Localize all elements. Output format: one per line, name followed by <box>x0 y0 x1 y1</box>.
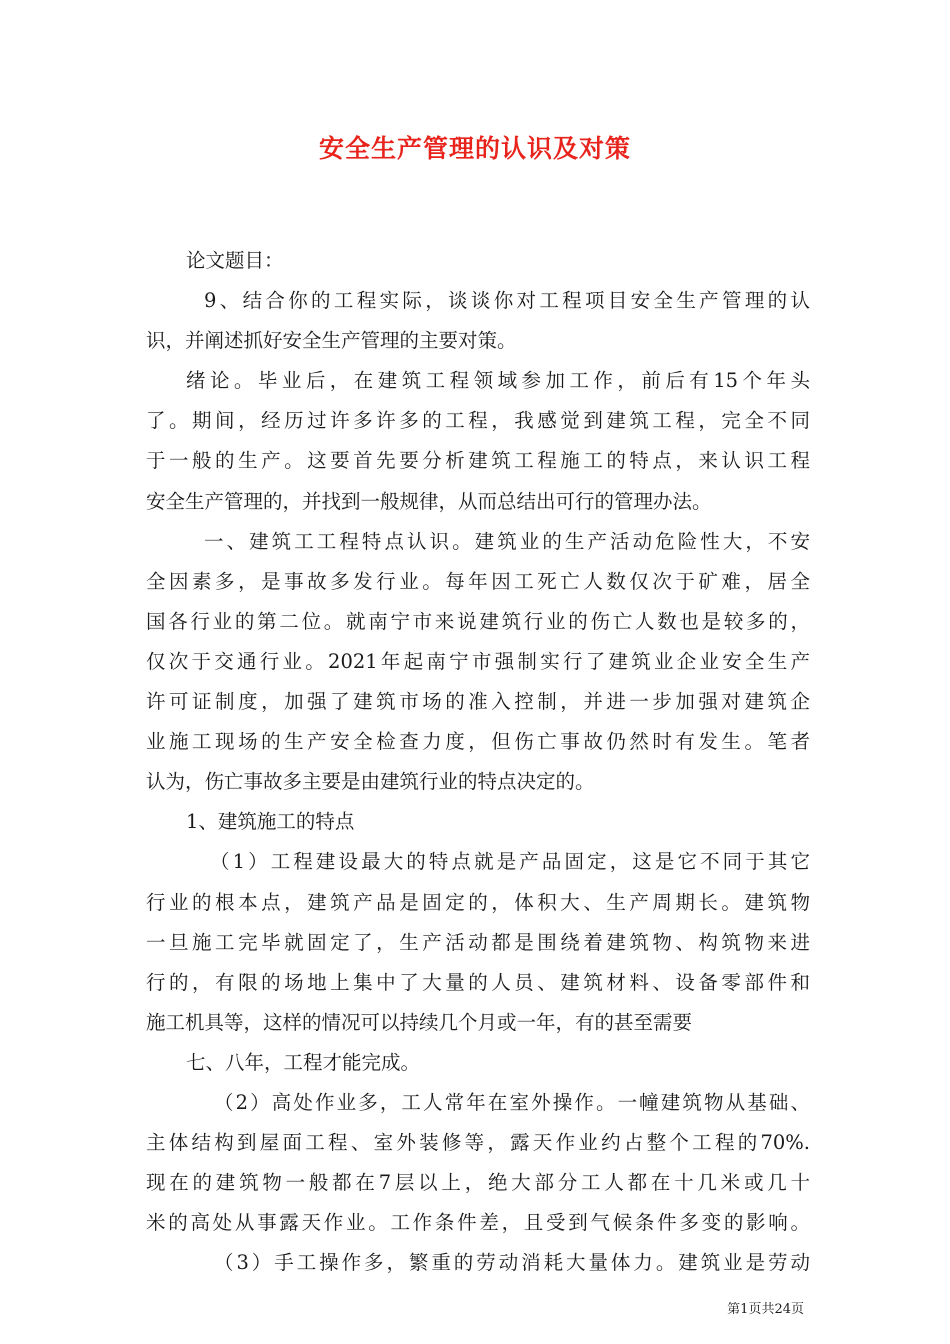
paragraph-line: 主体结构到屋面工程、室外装修等，露天作业约占整个工程的70%. <box>146 1131 810 1155</box>
paragraph-line: 七、八年，工程才能完成。 <box>186 1050 421 1074</box>
paragraph-line: 全因素多，是事故多发行业。每年因工死亡人数仅次于矿难，居全 <box>146 569 810 593</box>
paragraph-line: （2）高处作业多，工人常年在室外操作。一幢建筑物从基础、 <box>214 1090 810 1114</box>
paragraph-line: 行的，有限的场地上集中了大量的人员、建筑材料、设备零部件和 <box>146 970 810 994</box>
page-number: 第1页共24页 <box>727 1302 804 1317</box>
paragraph-line: 绪论。毕业后，在建筑工程领域参加工作，前后有15个年头 <box>186 369 810 393</box>
paragraph-line: 论文题目： <box>186 249 284 272</box>
paragraph-line: 现在的建筑物一般都在7层以上，绝大部分工人都在十几米或几十 <box>146 1171 810 1195</box>
paragraph-line: 施工机具等，这样的情况可以持续几个月或一年，有的甚至需要 <box>146 1010 693 1034</box>
paragraph-line: 认为，伤亡事故多主要是由建筑行业的特点决定的。 <box>146 770 595 794</box>
paragraph-line: 一旦施工完毕就固定了，生产活动都是围绕着建筑物、构筑物来进 <box>146 930 810 954</box>
document-title: 安全生产管理的认识及对策 <box>318 134 631 163</box>
paragraph-line: 国各行业的第二位。就南宁市来说建筑行业的伤亡人数也是较多的， <box>146 609 810 633</box>
document-body <box>146 241 810 1283</box>
paragraph-line: 9、结合你的工程实际，谈谈你对工程项目安全生产管理的认 <box>204 289 810 313</box>
paragraph-line: 仅次于交通行业。2021年起南宁市强制实行了建筑业企业安全生产 <box>146 649 810 673</box>
paragraph-line: 行业的根本点，建筑产品是固定的，体积大、生产周期长。建筑物 <box>146 890 810 914</box>
paragraph-line: 许可证制度，加强了建筑市场的准入控制，并进一步加强对建筑企 <box>146 690 810 714</box>
paragraph-line: 1、建筑施工的特点 <box>186 810 355 834</box>
paragraph-line: 业施工现场的生产安全检查力度，但伤亡事故仍然时有发生。笔者 <box>146 730 810 754</box>
paragraph-line: 于一般的生产。这要首先要分析建筑工程施工的特点，来认识工程 <box>146 449 810 473</box>
paragraph-line: （3）手工操作多，繁重的劳动消耗大量体力。建筑业是劳动 <box>214 1251 810 1275</box>
paragraph-line: 了。期间，经历过许多许多的工程，我感觉到建筑工程，完全不同 <box>146 409 810 433</box>
paragraph-line: 米的高处从事露天作业。工作条件差，且受到气候条件多变的影响。 <box>146 1211 810 1235</box>
paragraph-line: 安全生产管理的，并找到一般规律，从而总结出可行的管理办法。 <box>146 489 712 513</box>
paragraph-line: 一、建筑工工程特点认识。建筑业的生产活动危险性大，不安 <box>204 529 810 553</box>
paragraph-line: 识，并阐述抓好安全生产管理的主要对策。 <box>146 329 517 353</box>
paragraph-line: （1）工程建设最大的特点就是产品固定，这是它不同于其它 <box>210 850 810 874</box>
